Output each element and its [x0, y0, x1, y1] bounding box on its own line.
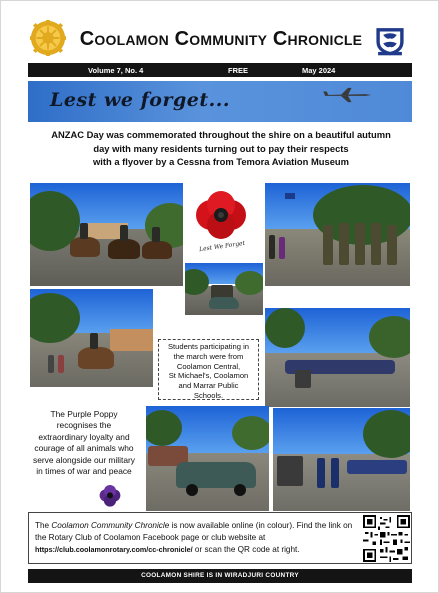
issue-info-bar: [28, 63, 412, 77]
photo-soldiers-marching: [265, 183, 410, 286]
issue-volume: Volume 7, No. 4: [88, 66, 144, 75]
photo-horse-rider: [30, 289, 153, 387]
purple-line: in times of war and peace: [36, 466, 132, 477]
school-crest-icon: [373, 23, 407, 57]
photo-procession: [185, 263, 263, 315]
rotary-wheel-icon: [29, 19, 67, 57]
photo-vintage-car: [146, 406, 269, 511]
purple-line: The Purple Poppy: [50, 409, 118, 419]
wiradjuri-country-bar: COOLAMON SHIRE IS IN WIRADJURI COUNTRY: [28, 569, 412, 583]
footer-publication-name: Coolamon Community Chronicle: [51, 521, 170, 530]
online-availability-text: [35, 520, 357, 556]
footer-text-part: is now available online (in colour). Find the link on the Rotary Club of Coolamon Facebook page or club website at: [35, 521, 353, 542]
intro-line: ANZAC Day was commemorated throughout the shire on a beautiful autumn: [51, 129, 391, 140]
purple-poppy-icon: [97, 485, 123, 511]
purple-line: recognises the: [56, 420, 112, 431]
masthead-title: Coolamon Community Chronicle: [79, 28, 363, 50]
poppy-caption: Lest We Forget: [198, 239, 246, 254]
online-availability-box: [28, 512, 412, 564]
purple-poppy-text: [27, 409, 141, 477]
aircraft-icon: [320, 87, 376, 103]
footer-text-part: or scan the QR code at right.: [192, 545, 300, 554]
footer-url-link[interactable]: https://club.coolamonrotary.com/cc-chronicle/: [35, 545, 193, 554]
intro-paragraph: [25, 128, 417, 169]
intro-line: with a flyover by a Cessna from Temora Aviation Museum: [93, 156, 349, 167]
photo-students-marching: [273, 408, 410, 511]
purple-line: courage of all animals who: [34, 443, 134, 454]
note-line: and Marrar Public: [178, 381, 239, 391]
schools-note: [158, 339, 259, 400]
purple-line: serve alongside our military: [33, 454, 135, 465]
note-line: Schools.: [193, 390, 224, 400]
purple-line: extraordinary loyalty and: [38, 431, 130, 442]
photo-horse-riders: [30, 183, 183, 286]
intro-line: day with many residents turning out to pay their respects: [93, 142, 349, 154]
footer-text-part: The: [35, 521, 52, 530]
note-line: St Michael's, Coolamon: [168, 371, 249, 381]
note-line: the march were from: [173, 351, 244, 361]
note-line: Students participating in: [167, 342, 250, 351]
note-line: Coolamon Central,: [176, 361, 241, 371]
issue-date: May 2024: [302, 66, 336, 75]
issue-price: FREE: [228, 66, 249, 75]
banner-text: Lest we forget...: [50, 89, 230, 111]
photo-street-crowd: [265, 308, 410, 407]
qr-code-icon[interactable]: [363, 515, 410, 562]
lest-we-forget-banner: [28, 81, 412, 122]
